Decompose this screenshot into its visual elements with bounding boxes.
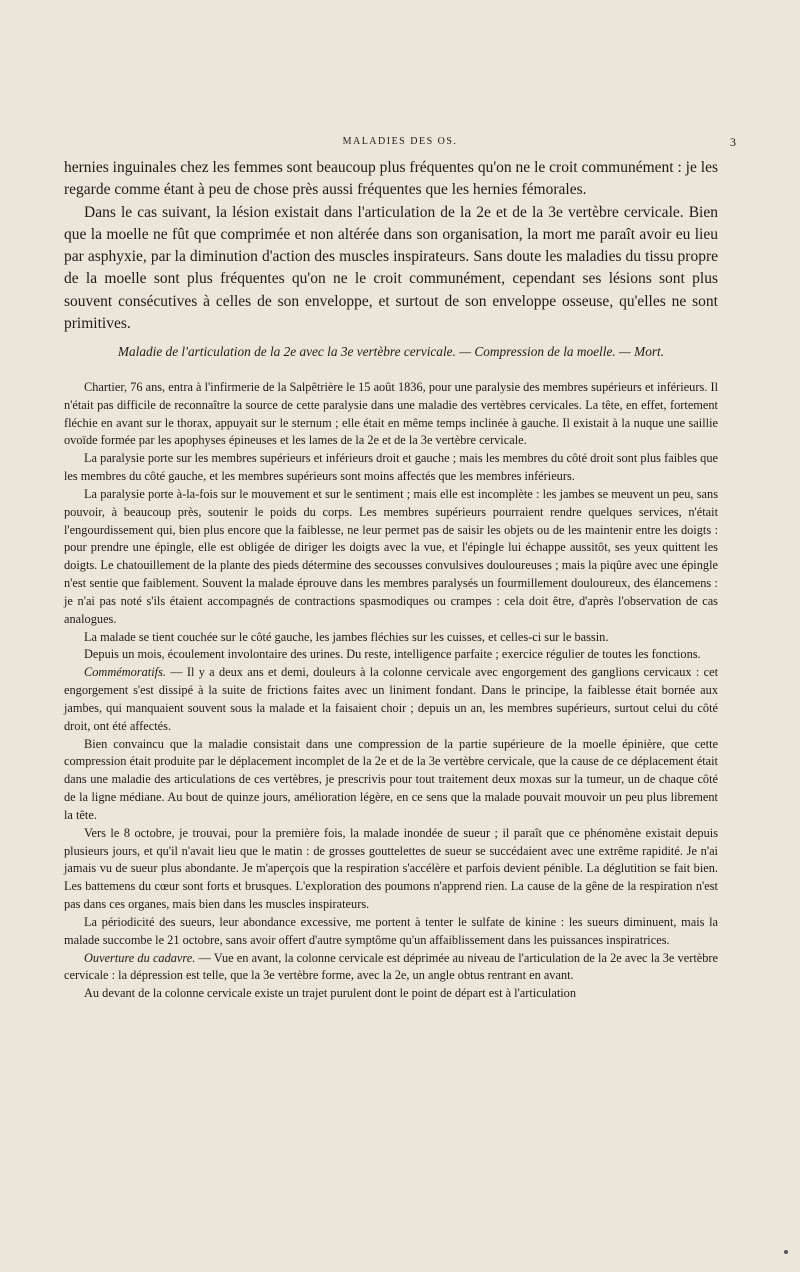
case-paragraph [64, 950, 718, 986]
lead-paragraph: Dans le cas suivant, la lésion existait dans l'articulation de la 2e et de la 3e vertèbre cervicale. Bien que la moelle ne fût que comprimée et non altérée dans son organisation, la mort me paraît avoir eu lieu par asphyxie, par la diminution d'action des muscles inspirateurs. Sans doute les maladies du tissu propre de la moelle sont plus fréquentes qu'on ne le croit communément, cependant ses lésions sont plus souvent consécutives à celles de son enveloppe, et surtout de son enveloppe osseuse, qu'elles ne sont primitives. [64, 203, 718, 333]
paragraph-body: — Vue en avant, la colonne cervicale est déprimée au niveau de l'articulation de la 2e avec la 3e vertèbre cervicale : la dépression est telle, que la 3e vertèbre forme, avec la 2e, un angle obtus rentrant en avant. [64, 950, 719, 983]
case-paragraph [64, 736, 718, 825]
lead-text [64, 157, 718, 335]
case-paragraph [64, 379, 718, 450]
paragraph-lead: Ouverture du cadavre. [84, 950, 196, 965]
case-paragraph [64, 646, 718, 664]
paragraph-body: La paralysie porte à-la-fois sur le mouvement et sur le sentiment ; mais elle est incomplète : les jambes se meuvent un peu, sans pouvoir, à beaucoup près, soutenir le poids du corps. Les membres supérieurs pourraient rendre quelques services, n'était l'engourdissement qui, bien plus encore que la faiblesse, ne leur permet pas de saisir les objets ou de les maintenir entre les doigts : pour prendre une épingle, elle est obligée de diriger les doigts avec la vue, et l'épingle lui échappe aussitôt, ses yeux quittent les doigts. Le chatouillement de la plante des pieds détermine des secousses convulsives douloureuses ; mais la piqûre avec une épingle n'est sentie que faiblement. Souvent la malade éprouve dans les membres paralysés un fourmillement douloureux, des élancemens : je n'ai pas noté s'ils étaient accompagnés de contractions spasmodiques ou crampes : cela doit être, d'après l'observation de cas analogues. [64, 486, 718, 626]
paragraph-body: Depuis un mois, écoulement involontaire des urines. Du reste, intelligence parfaite ; exercice régulier de toutes les fonctions. [84, 647, 701, 662]
case-paragraph [64, 629, 718, 647]
case-text [64, 379, 718, 1003]
running-header [64, 136, 736, 152]
case-paragraph [64, 914, 718, 950]
paragraph-body: Bien convaincu que la maladie consistait dans une compression de la partie supérieure de la moelle épinière, que cette compression était produite par le déplacement incomplet de la 2e et de la 3e vertèbre cervicale, que la cause de ce déplacement était dans une maladie des articulations de ces vertèbres, je prescrivis pour tout traitement deux moxas sur la tumeur, un de chaque côté de la ligne médiane. Au bout de quinze jours, amélioration légère, en ce sens que la malade pouvait mouvoir un peu plus librement la tête. [64, 736, 718, 822]
paragraph-body: La malade se tient couchée sur le côté gauche, les jambes fléchies sur les cuisses, et celles-ci sur le bassin. [84, 629, 609, 644]
page-number: 3 [730, 135, 736, 149]
paragraph-body: La paralysie porte sur les membres supérieurs et inférieurs droit et gauche ; mais les membres du côté droit sont plus faibles que les membres du côté gauche, et les membres supérieurs sont moins affectés que les membres inférieurs. [64, 451, 718, 484]
paragraph-lead: Commémoratifs. [84, 665, 166, 680]
lead-paragraph: hernies inguinales chez les femmes sont beaucoup plus fréquentes qu'on ne le croit communément : je les regarde comme étant à peu de chose près aussi fréquentes que les hernies fémorales. [64, 159, 718, 199]
case-paragraph [64, 985, 718, 1003]
case-paragraph [64, 664, 718, 735]
paragraph-body: Vers le 8 octobre, je trouvai, pour la première fois, la malade inondée de sueur ; il paraît que ce phénomène existait depuis plusieurs jours, et qu'il n'avait lieu que le matin : de grosses gouttelettes de sueur se succédaient avec une extrême rapidité. Je n'ai jamais vu de sueur plus abondante. Je m'aperçois que la respiration s'accélère et parfois devient pénible. La déglutition se fait bien. Les battemens du cœur sont forts et brusques. L'exploration des poumons n'apprend rien. La cause de la gêne de la respiration n'est pas dans ces organes, mais bien dans les muscles inspirateurs. [64, 825, 718, 912]
running-title: MALADIES DES OS. [342, 136, 458, 147]
case-paragraph [64, 825, 718, 914]
page-blemish [784, 1250, 788, 1254]
case-paragraph [64, 450, 718, 486]
case-heading: Maladie de l'articulation de la 2e avec la 3e vertèbre cervicale. — Compression de la moelle. — Mort. [117, 344, 665, 359]
paragraph-body: Chartier, 76 ans, entra à l'infirmerie de la Salpêtrière le 15 août 1836, pour une paralysie des membres supérieurs et inférieurs. Il n'était pas difficile de reconnaître la source de cette paralysie dans une maladie des vertèbres cervicales. La tête, en effet, fortement fléchie en avant sur le thorax, appuyait sur le sternum ; elle était en même temps inclinée à gauche. Il existait à la nuque une saillie ovoïde formée par les apophyses épineuses et les lames de la 2e et de la 3e vertèbre cervicale. [64, 380, 718, 448]
paragraph-body: La périodicité des sueurs, leur abondance excessive, me portent à tenter le sulfate de kinine : les sueurs diminuent, mais la malade succombe le 21 octobre, sans avoir offert d'autre symptôme qu'un affaiblissement dans les puissances inspiratrices. [64, 914, 718, 947]
case-paragraph [64, 486, 718, 629]
paragraph-body: Au devant de la colonne cervicale existe un trajet purulent dont le point de départ est à l'articulation [84, 986, 577, 1001]
paragraph-body: — Il y a deux ans et demi, douleurs à la colonne cervicale avec engorgement des ganglions cervicaux : cet engorgement s'est dissipé à la suite de frictions faites avec un liniment fondant. Dans le principe, la faiblesse était bornée aux jambes, qui manquaient souvent sous la malade et la faisaient choir ; depuis un an, les membres supérieurs, surtout celui du côté droit, ont été affectés. [64, 665, 718, 733]
